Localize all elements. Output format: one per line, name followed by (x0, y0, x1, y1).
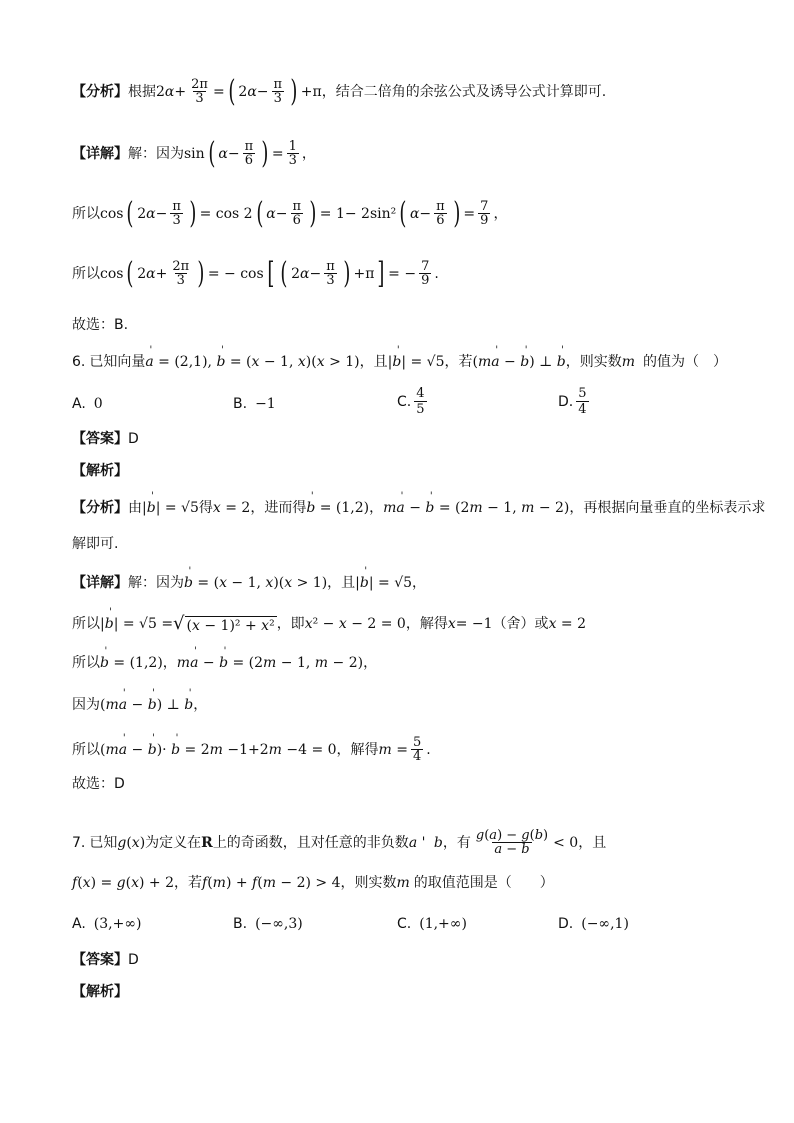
ex5-detail-line: 【详解】 解：因为 sin ( α − $\frac{\pi}{6}$ ) = $\frac{1}{3}$ ， (72, 136, 316, 171)
formula: 2α+ (156, 83, 187, 100)
q6-analysis-cont: 解即可. (72, 536, 119, 552)
q6-option-a[interactable]: A. 0 (72, 396, 103, 412)
q7-stem: 7. 已知 g(x) 为定义在 R 上的奇函数，且对任意的非负数 a ' b ，有 $\frac{g(a) - g(b)}{a - b}$ < 0 ，且 (72, 828, 607, 857)
q7-option-a[interactable]: A. (3,+∞) (72, 916, 142, 932)
q6-analysis-heading: 【解析】 (72, 463, 128, 479)
q7-option-c[interactable]: C. (1,+∞) (397, 916, 467, 932)
q6-step2: 所以 ' b = (1,2) ， m' a − ' b = (2m − 1, m − 2) ， (72, 656, 754, 670)
detail-tag: 【详解】 (72, 145, 128, 162)
q7-stem-cont: f(x) = g(x) + 2 ，若 f(m) + f(m − 2) > 4 ，则实数 m 的取值范围是（ ） (72, 875, 554, 891)
q6-answer: 【答案】 D (72, 431, 139, 447)
question-number: 6. (72, 354, 86, 370)
q6-choice: 故选：D (72, 776, 125, 792)
q6-option-c[interactable]: C. $\frac{4}{5}$ (397, 386, 425, 417)
q6-detail: 【详解】 解：因为 ' b = (x − 1, x)(x > 1) ，且 |' b| = √5 ， (72, 576, 754, 590)
q6-option-d[interactable]: D. $\frac{5}{4}$ (558, 386, 587, 417)
q6-step3: 因为 (m' a − ' b) ⊥ ' b ， (72, 698, 754, 712)
question-number: 7. (72, 834, 86, 851)
ex5-step2: 所以 cos ( 2α+ $\frac{2\pi}{3}$ ) = − cos [ ( 2α− $\frac{\pi}{3}$ ) +π ] = − $\frac{7}{9}$ . (72, 256, 439, 291)
analysis-tag: 【分析】 (72, 83, 128, 100)
q6-step1: 所以 |' b| = √5 = √ (x − 1)² + x² ，即 x² − x − 2 = 0 ，解得 x= −1 （舍）或 x = 2 (72, 615, 754, 633)
q6-step4: 所以 (m' a − ' b)· ' b = 2m −1+2m −4 = 0 ，解得 m = $\frac{5}{4}$ . (72, 736, 754, 763)
q7-option-d[interactable]: D. (−∞,1) (558, 916, 629, 932)
q6-analysis: 【分析】 由 |' b| = √5 得 x = 2 ，进而得 ' b = (1,2) ， m' a − ' b = (2m − 1, m − 2) ，再根据向量垂直的坐标表示求 (72, 501, 754, 515)
q7-analysis-heading: 【解析】 (72, 984, 128, 1000)
ex5-analysis-line: 【分析】 根据 2α+ $\frac{2\pi}{3}$ = ( 2α− $\frac{\pi}{3}$ ) +π ，结合二倍角的余弦公式及诱导公式计算即可. (72, 74, 607, 109)
ex5-step1: 所以 cos ( 2α− $\frac{\pi}{3}$ ) = cos 2 ( α − $\frac{\pi}{6}$ ) = 1− 2sin² ( α − $\frac{\pi}{6}$ ) = $\frac{7}{9}$ ， (72, 196, 508, 231)
q6-stem: 6. 已知向量 ' a = (2,1), ' b = (x − 1, x)(x > 1) ，且 |' b| = √5 ，若 (m' a − ' b) ⊥ ' b ，则实数 m 的值为（ ） (72, 355, 754, 369)
q7-answer: 【答案】 D (72, 952, 139, 968)
q7-option-b[interactable]: B. (−∞,3) (233, 916, 303, 932)
q6-option-b[interactable]: B. −1 (233, 396, 276, 412)
ex5-choice: 故选：B. (72, 317, 129, 333)
